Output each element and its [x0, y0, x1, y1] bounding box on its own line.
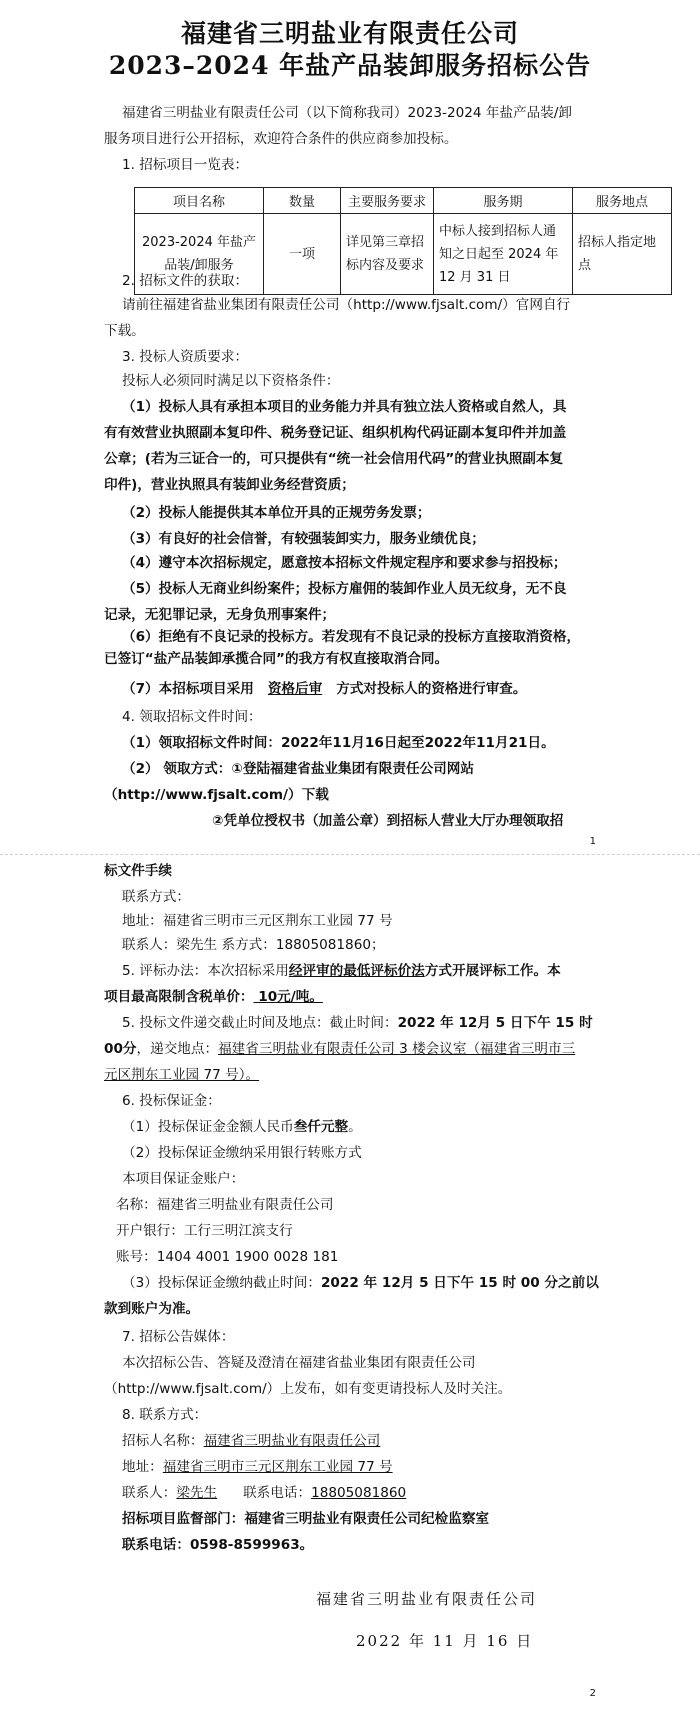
criterion-6-line-2: 已签订“盐产品装卸承揽合同”的我方有权直接取消合同。: [104, 651, 449, 667]
pickup-method-line-4: 标文件手续: [104, 863, 172, 879]
page-number: 2: [589, 1688, 596, 1699]
contact-address: 地址：福建省三明市三元区荆东工业园 77 号: [122, 913, 393, 929]
deposit-deadline-line-1: [122, 1274, 599, 1292]
media-line-2: （http://www.fjsalt.com/）上发布，如有变更请投标人及时关注。: [104, 1381, 512, 1397]
criterion-5-line-1: （5）投标人无商业纠纷案件；投标方雇佣的装卸作业人员无纹身，无不良: [122, 581, 567, 597]
evaluation-method-value: 经评审的最低评标价法: [288, 963, 425, 979]
table-header-row: [135, 188, 672, 214]
table-header: 服务地点: [573, 188, 672, 214]
pickup-method-line-1: （2） 领取方式：①登陆福建省盐业集团有限责任公司网站: [122, 761, 474, 777]
criterion-7-suffix: 方式对投标人的资格进行审查。: [336, 681, 527, 697]
criterion-1-line-1: （1）投标人具有承担本项目的业务能力并具有独立法人资格或自然人，具: [122, 399, 567, 415]
deposit-amount-end: 。: [348, 1119, 362, 1135]
table-header: 主要服务要求: [341, 188, 434, 214]
supervision-department: 招标项目监督部门：福建省三明盐业有限责任公司纪检监察室: [122, 1511, 490, 1527]
evaluation-prefix: 5. 评标办法：本次招标采用: [122, 963, 289, 979]
signature-organization: 福建省三明盐业有限责任公司: [316, 1590, 538, 1608]
table-header: 服务期: [434, 188, 573, 214]
section-2-heading: 2. 招标文件的获取：: [122, 273, 249, 289]
contact-heading: 联系方式：: [122, 889, 190, 905]
criterion-7-prefix: （7）本招标项目采用: [122, 681, 254, 697]
criterion-4: （4）遵守本次招标规定，愿意按本招标文件规定程序和要求参与招投标；: [122, 555, 567, 571]
intro-line-1: 福建省三明盐业有限责任公司（以下简称我司）2023-2024 年盐产品装/卸: [122, 105, 573, 121]
deadline-line-2: [104, 1040, 575, 1058]
deadline-line-3: 元区荆东工业园 77 号）。: [104, 1067, 260, 1083]
table-cell: 招标人指定地点: [573, 214, 672, 295]
evaluation-method-line-1: [122, 962, 561, 980]
criterion-7: [122, 680, 527, 698]
section-7-heading: 7. 招标公告媒体：: [122, 1329, 235, 1345]
deposit-method: （2）投标保证金缴纳采用银行转账方式: [122, 1145, 362, 1161]
pickup-method-line-2: （http://www.fjsalt.com/）下载: [104, 787, 329, 803]
section-4-heading: 4. 领取招标文件时间：: [122, 709, 262, 725]
pickup-time: （1）领取招标文件时间：2022年11月16日起至2022年11月21日。: [122, 735, 555, 751]
max-price-label: 项目最高限制含税单价：: [104, 989, 254, 1005]
review-method-value: 资格后审: [267, 681, 323, 697]
table-cell: 2023-2024 年盐产品装/卸服务: [135, 214, 264, 295]
tenderer-address-line: [122, 1458, 393, 1476]
section-1-heading: 1. 招标项目一览表：: [122, 157, 249, 173]
deposit-amount-line: [122, 1118, 362, 1136]
tenderer-person-value: 梁先生: [176, 1485, 218, 1501]
max-price-value: 10元/吨。: [253, 989, 323, 1005]
supervision-phone: 联系电话：0598-8599963。: [122, 1537, 314, 1553]
section-8-heading: 8. 联系方式：: [122, 1407, 208, 1423]
page-number: 1: [589, 836, 596, 847]
table-cell: 中标人接到招标人通知之日起至 2024 年 12 月 31 日: [434, 214, 573, 295]
tenderer-name-line: [122, 1432, 380, 1450]
deposit-amount-value: 叁仟元整: [293, 1119, 349, 1135]
deposit-deadline-line-2: 款到账户为准。: [104, 1301, 200, 1317]
pickup-method-line-3: ②凭单位授权书（加盖公章）到招标人营业大厅办理领取招: [212, 813, 564, 829]
tenderer-address-label: 地址：: [122, 1459, 163, 1475]
deadline-value-end: 00分: [104, 1041, 137, 1057]
tenderer-name-value: 福建省三明盐业有限责任公司: [203, 1433, 381, 1449]
tenderer-person-label: 联系人：: [122, 1485, 177, 1501]
tenderer-contact-line: [122, 1484, 406, 1502]
deadline-place-value: 福建省三明盐业有限责任公司 3 楼会议室（福建省三明市三: [218, 1041, 576, 1057]
tenderer-phone-label: 联系电话：: [217, 1485, 312, 1501]
deadline-line-1: [122, 1014, 593, 1032]
deadline-place-label: ，递交地点：: [136, 1041, 219, 1057]
document-title-line2: 2023–2024 年盐产品装卸服务招标公告: [108, 51, 592, 80]
document-title-line1: 福建省三明盐业有限责任公司: [180, 19, 519, 48]
evaluation-suffix: 方式开展评标工作。本: [424, 963, 561, 979]
deposit-deadline-label: （3）投标保证金缴纳截止时间：: [122, 1275, 321, 1291]
criterion-6-line-1: （6）拒绝有不良记录的投标方。若发现有不良记录的投标方直接取消资格，: [122, 629, 581, 645]
intro-line-2: 服务项目进行公开招标，欢迎符合条件的供应商参加投标。: [104, 131, 458, 147]
page-divider: [0, 854, 700, 855]
tenderer-address-value: 福建省三明市三元区荆东工业园 77 号: [162, 1459, 393, 1475]
deposit-account-heading: 本项目保证金账户：: [122, 1171, 245, 1187]
evaluation-method-line-2: [104, 988, 323, 1006]
criterion-3: （3）有良好的社会信誉，有较强装卸实力，服务业绩优良；: [122, 531, 485, 547]
deadline-value: 2022 年 12月 5 日下午 15 时: [397, 1015, 593, 1031]
section-2-line-2: 下载。: [104, 323, 145, 339]
contact-person: 联系人：梁先生 系方式：18805081860；: [122, 937, 385, 953]
table-cell: 一项: [264, 214, 341, 295]
table-cell: 详见第三章招标内容及要求: [341, 214, 434, 295]
deposit-amount-label: （1）投标保证金金额人民币: [122, 1119, 294, 1135]
tenderer-name-label: 招标人名称：: [122, 1433, 204, 1449]
deposit-account-bank: 开户银行：工行三明江滨支行: [116, 1223, 293, 1239]
criterion-1-line-3: 公章；(若为三证合一的，可只提供有“统一社会信用代码”的营业执照副本复: [104, 451, 564, 467]
deposit-account-number: 账号：1404 4001 1900 0028 181: [116, 1249, 339, 1265]
criterion-5-line-2: 记录，无犯罪记录，无身负刑事案件；: [104, 607, 336, 623]
media-line-1: 本次招标公告、答疑及澄清在福建省盐业集团有限责任公司: [122, 1355, 476, 1371]
deadline-label: 5. 投标文件递交截止时间及地点：截止时间：: [122, 1015, 398, 1031]
criterion-1-line-2: 有有效营业执照副本复印件、税务登记证、组织机构代码证副本复印件并加盖: [104, 425, 567, 441]
criterion-1-line-4: 印件)，营业执照具有装卸业务经营资质；: [104, 477, 355, 493]
deposit-account-name: 名称：福建省三明盐业有限责任公司: [116, 1197, 334, 1213]
criterion-2: （2）投标人能提供其本单位开具的正规劳务发票；: [122, 505, 431, 521]
signature-date: 2022 年 11 月 16 日: [356, 1632, 534, 1650]
table-header: 数量: [264, 188, 341, 214]
section-2-line-1: 请前往福建省盐业集团有限责任公司（http://www.fjsalt.com/）官网自行: [122, 297, 571, 313]
section-3-heading: 3. 投标人资质要求：: [122, 349, 249, 365]
section-3-lead: 投标人必须同时满足以下资格条件：: [122, 373, 340, 389]
section-6-heading: 6. 投标保证金：: [122, 1093, 221, 1109]
deposit-deadline-value: 2022 年 12月 5 日下午 15 时 00 分之前以: [320, 1275, 599, 1291]
table-header: 项目名称: [135, 188, 264, 214]
tenderer-phone-value: 18805081860: [311, 1485, 407, 1501]
